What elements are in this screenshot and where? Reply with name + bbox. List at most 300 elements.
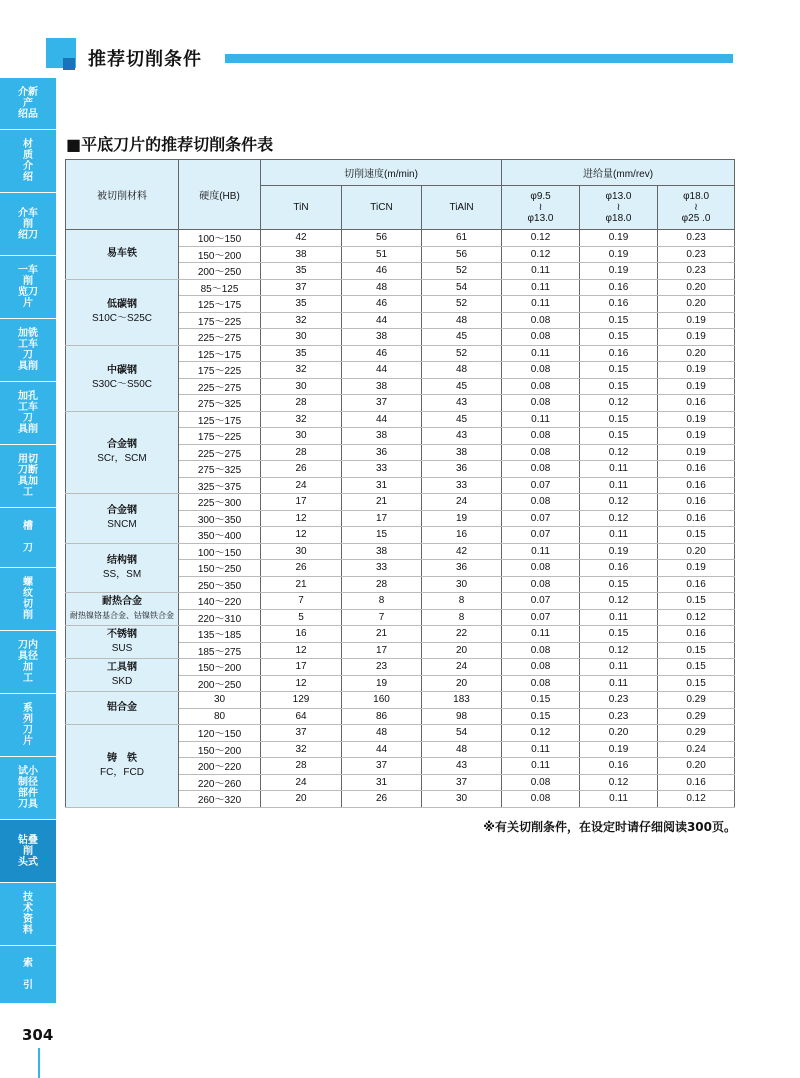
feed-mid-cell: 0.16 — [580, 279, 658, 296]
sidebar-item-label: 试小 制径 部件 刀具 — [18, 766, 38, 810]
speed-tin-cell: 30 — [261, 329, 342, 346]
feed-mid-cell: 0.15 — [580, 428, 658, 445]
speed-tialn-cell: 38 — [422, 444, 502, 461]
feed-mid-cell: 0.16 — [580, 758, 658, 775]
material-name: 铝合金 — [107, 702, 137, 713]
feed-mid-cell: 0.11 — [580, 675, 658, 692]
speed-tialn-cell: 8 — [422, 593, 502, 610]
feed-large-cell: 0.23 — [658, 230, 735, 247]
speed-tialn-cell: 20 — [422, 642, 502, 659]
feed-small-cell: 0.11 — [502, 758, 580, 775]
speed-ticn-cell: 21 — [342, 626, 422, 643]
feed-range-top: φ18.0 — [683, 191, 710, 202]
feed-small-cell: 0.08 — [502, 312, 580, 329]
hardness-cell: 120～150 — [179, 725, 261, 742]
hardness-cell: 150～250 — [179, 560, 261, 577]
feed-mid-cell: 0.12 — [580, 774, 658, 791]
hardness-cell: 150～200 — [179, 741, 261, 758]
speed-tin-cell: 35 — [261, 296, 342, 313]
speed-ticn-cell: 26 — [342, 791, 422, 808]
feed-small-cell: 0.15 — [502, 692, 580, 709]
speed-tialn-cell: 30 — [422, 576, 502, 593]
hardness-cell: 185～275 — [179, 642, 261, 659]
sidebar-item-4[interactable] — [0, 319, 56, 382]
material-name: 铸 铁 — [107, 752, 137, 764]
feed-large-cell: 0.19 — [658, 378, 735, 395]
feed-large-cell: 0.12 — [658, 609, 735, 626]
feed-large-cell: 0.16 — [658, 576, 735, 593]
table-row — [66, 593, 735, 610]
speed-tialn-cell: 54 — [422, 279, 502, 296]
feed-small-cell: 0.08 — [502, 576, 580, 593]
sidebar-item-3[interactable] — [0, 256, 56, 319]
feed-mid-cell: 0.11 — [580, 461, 658, 478]
feed-mid-cell: 0.19 — [580, 741, 658, 758]
speed-tin-cell: 129 — [261, 692, 342, 709]
hardness-cell: 100～150 — [179, 230, 261, 247]
speed-ticn-cell: 51 — [342, 246, 422, 263]
material-grade: FC，FCD — [100, 766, 144, 778]
feed-large-cell: 0.19 — [658, 560, 735, 577]
feed-large-cell: 0.19 — [658, 411, 735, 428]
feed-large-cell: 0.15 — [658, 642, 735, 659]
feed-large-cell: 0.19 — [658, 428, 735, 445]
table-row — [66, 279, 735, 296]
feed-mid-cell: 0.16 — [580, 296, 658, 313]
feed-small-cell: 0.11 — [502, 626, 580, 643]
feed-large-cell: 0.24 — [658, 741, 735, 758]
feed-mid-cell: 0.16 — [580, 560, 658, 577]
sidebar-item-2[interactable] — [0, 193, 56, 256]
feed-mid-cell: 0.16 — [580, 345, 658, 362]
hardness-cell: 150～200 — [179, 246, 261, 263]
feed-mid-cell: 0.15 — [580, 312, 658, 329]
feed-mid-cell: 0.12 — [580, 444, 658, 461]
material-cell — [66, 626, 179, 659]
speed-tin-cell: 5 — [261, 609, 342, 626]
speed-ticn-cell: 33 — [342, 560, 422, 577]
speed-tin-cell: 32 — [261, 741, 342, 758]
speed-ticn-cell: 46 — [342, 345, 422, 362]
material-grade: SNCM — [107, 519, 137, 531]
sidebar-item-5[interactable] — [0, 382, 56, 445]
feed-large-cell: 0.20 — [658, 279, 735, 296]
speed-tialn-cell: 30 — [422, 791, 502, 808]
speed-tialn-cell: 24 — [422, 494, 502, 511]
feed-large-cell: 0.19 — [658, 312, 735, 329]
sidebar-item-label: 介新 产 绍品 — [18, 87, 38, 120]
feed-small-cell: 0.08 — [502, 329, 580, 346]
feed-small-cell: 0.08 — [502, 395, 580, 412]
speed-ticn-cell: 23 — [342, 659, 422, 676]
table-row — [66, 692, 735, 709]
feed-range-bottom: φ13.0 — [527, 213, 554, 224]
feed-mid-cell: 0.20 — [580, 725, 658, 742]
speed-ticn-cell: 31 — [342, 774, 422, 791]
feed-range-bottom: φ25 .0 — [681, 213, 711, 224]
header-square-accent — [63, 58, 75, 70]
feed-small-cell: 0.07 — [502, 593, 580, 610]
feed-small-cell: 0.11 — [502, 296, 580, 313]
feed-large-cell: 0.15 — [658, 675, 735, 692]
feed-large-cell: 0.15 — [658, 593, 735, 610]
material-cell — [66, 279, 179, 345]
feed-mid-cell: 0.15 — [580, 378, 658, 395]
speed-ticn-cell: 17 — [342, 510, 422, 527]
speed-tin-cell: 38 — [261, 246, 342, 263]
hardness-cell: 225～275 — [179, 444, 261, 461]
hardness-cell: 175～225 — [179, 428, 261, 445]
header-material: 被切削材料 — [66, 160, 179, 230]
speed-tin-cell: 7 — [261, 593, 342, 610]
material-name: 不锈钢 — [107, 629, 137, 640]
feed-small-cell: 0.11 — [502, 279, 580, 296]
feed-large-cell: 0.20 — [658, 543, 735, 560]
speed-ticn-cell: 15 — [342, 527, 422, 544]
speed-ticn-cell: 21 — [342, 494, 422, 511]
hardness-cell: 350～400 — [179, 527, 261, 544]
speed-tin-cell: 42 — [261, 230, 342, 247]
speed-tin-cell: 28 — [261, 758, 342, 775]
sidebar-item-label: 螺 纹 切 削 — [23, 577, 33, 621]
speed-ticn-cell: 46 — [342, 296, 422, 313]
sidebar-item-label: 刀内 具径 加 工 — [18, 640, 38, 684]
sidebar-item-label: 材 质 介 绍 — [23, 139, 33, 183]
hardness-cell: 200～220 — [179, 758, 261, 775]
table-row — [66, 494, 735, 511]
table-body — [66, 230, 735, 808]
feed-small-cell: 0.08 — [502, 362, 580, 379]
sidebar-item-0[interactable] — [0, 78, 56, 130]
speed-tin-cell: 32 — [261, 312, 342, 329]
page-title: 推荐切削条件 — [88, 49, 202, 70]
hardness-cell: 225～275 — [179, 329, 261, 346]
feed-small-cell: 0.11 — [502, 345, 580, 362]
feed-large-cell: 0.15 — [658, 659, 735, 676]
speed-tin-cell: 35 — [261, 345, 342, 362]
feed-large-cell: 0.20 — [658, 345, 735, 362]
speed-tin-cell: 32 — [261, 411, 342, 428]
table-row — [66, 725, 735, 742]
speed-tialn-cell: 33 — [422, 477, 502, 494]
speed-tin-cell: 16 — [261, 626, 342, 643]
speed-tialn-cell: 52 — [422, 296, 502, 313]
sidebar-item-12[interactable] — [0, 820, 56, 883]
feed-large-cell: 0.23 — [658, 246, 735, 263]
table-row — [66, 543, 735, 560]
feed-mid-cell: 0.23 — [580, 692, 658, 709]
material-cell — [66, 659, 179, 692]
material-cell — [66, 543, 179, 593]
sidebar-item-label: 一车 削 览刀 片 — [18, 265, 38, 309]
material-name: 合金钢 — [107, 439, 137, 451]
hardness-cell: 250～350 — [179, 576, 261, 593]
speed-ticn-cell: 46 — [342, 263, 422, 280]
hardness-cell: 200～250 — [179, 675, 261, 692]
speed-ticn-cell: 7 — [342, 609, 422, 626]
material-name: 工具钢 — [107, 662, 137, 673]
material-cell — [66, 411, 179, 494]
speed-tialn-cell: 22 — [422, 626, 502, 643]
header-feed-range-2 — [580, 186, 658, 230]
feed-range-top: φ9.5 — [530, 191, 551, 202]
material-cell — [66, 494, 179, 544]
material-name: 低碳钢 — [107, 299, 137, 310]
feed-range-top: φ13.0 — [605, 191, 632, 202]
hardness-cell: 200～250 — [179, 263, 261, 280]
sidebar-nav — [0, 78, 56, 1004]
speed-ticn-cell: 44 — [342, 741, 422, 758]
material-grade: S10C～S25C — [91, 313, 153, 324]
feed-mid-cell: 0.11 — [580, 659, 658, 676]
feed-large-cell: 0.16 — [658, 461, 735, 478]
feed-small-cell: 0.15 — [502, 708, 580, 725]
feed-small-cell: 0.11 — [502, 741, 580, 758]
speed-tin-cell: 17 — [261, 659, 342, 676]
header-hardness: 硬度(HB) — [179, 160, 261, 230]
speed-ticn-cell: 86 — [342, 708, 422, 725]
speed-ticn-cell: 160 — [342, 692, 422, 709]
feed-mid-cell: 0.12 — [580, 593, 658, 610]
feed-range-sep: ≀ — [616, 202, 621, 213]
material-name: 中碳钢 — [107, 365, 137, 376]
feed-mid-cell: 0.12 — [580, 642, 658, 659]
header-tin: TiN — [261, 186, 342, 230]
feed-small-cell: 0.12 — [502, 230, 580, 247]
speed-tialn-cell: 54 — [422, 725, 502, 742]
feed-mid-cell: 0.12 — [580, 395, 658, 412]
speed-ticn-cell: 8 — [342, 593, 422, 610]
feed-large-cell: 0.16 — [658, 510, 735, 527]
material-name: 合金钢 — [107, 505, 137, 517]
header-ticn: TiCN — [342, 186, 422, 230]
speed-tialn-cell: 8 — [422, 609, 502, 626]
material-grade: SKD — [111, 676, 133, 687]
sidebar-item-label: 加铣 工车 刀 具削 — [18, 328, 38, 372]
feed-small-cell: 0.07 — [502, 609, 580, 626]
feed-mid-cell: 0.19 — [580, 230, 658, 247]
speed-tialn-cell: 48 — [422, 741, 502, 758]
material-cell — [66, 725, 179, 808]
material-name: 易车铁 — [107, 248, 137, 260]
speed-tin-cell: 32 — [261, 362, 342, 379]
sidebar-item-8[interactable] — [0, 568, 56, 631]
speed-tialn-cell: 36 — [422, 461, 502, 478]
speed-tin-cell: 12 — [261, 527, 342, 544]
speed-tin-cell: 64 — [261, 708, 342, 725]
page-number-line — [38, 1048, 40, 1078]
feed-small-cell: 0.08 — [502, 494, 580, 511]
sidebar-item-11[interactable] — [0, 757, 56, 820]
speed-tin-cell: 12 — [261, 510, 342, 527]
feed-small-cell: 0.08 — [502, 675, 580, 692]
feed-large-cell: 0.16 — [658, 626, 735, 643]
speed-tin-cell: 26 — [261, 461, 342, 478]
feed-small-cell: 0.11 — [502, 263, 580, 280]
feed-mid-cell: 0.11 — [580, 791, 658, 808]
feed-mid-cell: 0.12 — [580, 494, 658, 511]
feed-small-cell: 0.11 — [502, 543, 580, 560]
speed-tialn-cell: 43 — [422, 395, 502, 412]
hardness-cell: 80 — [179, 708, 261, 725]
hardness-cell: 100～150 — [179, 543, 261, 560]
material-grade: S30C～S50C — [91, 379, 153, 390]
speed-tialn-cell: 52 — [422, 345, 502, 362]
speed-ticn-cell: 44 — [342, 411, 422, 428]
header-bar — [225, 54, 733, 63]
feed-large-cell: 0.16 — [658, 395, 735, 412]
sidebar-item-7[interactable] — [0, 508, 56, 568]
sidebar-item-1[interactable] — [0, 130, 56, 193]
speed-tialn-cell: 61 — [422, 230, 502, 247]
feed-small-cell: 0.08 — [502, 642, 580, 659]
hardness-cell: 225～300 — [179, 494, 261, 511]
hardness-cell: 260～320 — [179, 791, 261, 808]
speed-tialn-cell: 45 — [422, 329, 502, 346]
feed-mid-cell: 0.15 — [580, 626, 658, 643]
feed-range-bottom: φ18.0 — [605, 213, 632, 224]
speed-ticn-cell: 48 — [342, 279, 422, 296]
speed-tin-cell: 28 — [261, 444, 342, 461]
page-number: 304 — [22, 1026, 54, 1044]
feed-large-cell: 0.20 — [658, 296, 735, 313]
feed-large-cell: 0.19 — [658, 329, 735, 346]
header-tialn: TiAlN — [422, 186, 502, 230]
feed-large-cell: 0.19 — [658, 362, 735, 379]
sidebar-item-10[interactable] — [0, 694, 56, 757]
speed-ticn-cell: 31 — [342, 477, 422, 494]
hardness-cell: 225～275 — [179, 378, 261, 395]
speed-tin-cell: 26 — [261, 560, 342, 577]
sidebar-item-label: 索 引 — [23, 958, 33, 991]
speed-tin-cell: 17 — [261, 494, 342, 511]
header-feed-rate: 进给量(mm/rev) — [502, 160, 735, 186]
feed-large-cell: 0.29 — [658, 692, 735, 709]
hardness-cell: 135～185 — [179, 626, 261, 643]
sidebar-item-13[interactable] — [0, 883, 56, 946]
speed-ticn-cell: 37 — [342, 395, 422, 412]
header-cutting-speed: 切削速度(m/min) — [261, 160, 502, 186]
table-row — [66, 659, 735, 676]
speed-tialn-cell: 48 — [422, 362, 502, 379]
feed-large-cell: 0.16 — [658, 477, 735, 494]
feed-large-cell: 0.16 — [658, 774, 735, 791]
speed-tin-cell: 30 — [261, 543, 342, 560]
feed-mid-cell: 0.15 — [580, 576, 658, 593]
hardness-cell: 175～225 — [179, 362, 261, 379]
speed-tin-cell: 30 — [261, 428, 342, 445]
sidebar-item-9[interactable] — [0, 631, 56, 694]
feed-large-cell: 0.23 — [658, 263, 735, 280]
speed-tialn-cell: 45 — [422, 378, 502, 395]
speed-tialn-cell: 37 — [422, 774, 502, 791]
feed-small-cell: 0.08 — [502, 428, 580, 445]
speed-tialn-cell: 52 — [422, 263, 502, 280]
feed-small-cell: 0.08 — [502, 444, 580, 461]
hardness-cell: 300～350 — [179, 510, 261, 527]
hardness-cell: 275～325 — [179, 395, 261, 412]
hardness-cell: 125～175 — [179, 345, 261, 362]
feed-large-cell: 0.19 — [658, 444, 735, 461]
feed-large-cell: 0.20 — [658, 758, 735, 775]
feed-small-cell: 0.08 — [502, 560, 580, 577]
material-grade: 耐热镍铬基合金、钴镍铁合金 — [70, 611, 174, 620]
sidebar-item-label: 介车 削 绍刀 — [18, 207, 38, 241]
feed-small-cell: 0.07 — [502, 477, 580, 494]
feed-small-cell: 0.08 — [502, 461, 580, 478]
speed-ticn-cell: 44 — [342, 362, 422, 379]
hardness-cell: 125～175 — [179, 296, 261, 313]
section-title: ■平底刀片的推荐切削条件表 — [66, 135, 274, 154]
sidebar-item-label: 用切 刀断 具加 工 — [18, 454, 38, 498]
speed-tialn-cell: 48 — [422, 312, 502, 329]
speed-tin-cell: 37 — [261, 279, 342, 296]
feed-mid-cell: 0.19 — [580, 246, 658, 263]
sidebar-item-14[interactable] — [0, 946, 56, 1004]
hardness-cell: 325～375 — [179, 477, 261, 494]
feed-mid-cell: 0.11 — [580, 477, 658, 494]
speed-tin-cell: 12 — [261, 642, 342, 659]
sidebar-item-label: 系 列 刀 片 — [23, 703, 33, 747]
feed-large-cell: 0.12 — [658, 791, 735, 808]
feed-large-cell: 0.15 — [658, 527, 735, 544]
speed-tin-cell: 28 — [261, 395, 342, 412]
feed-small-cell: 0.12 — [502, 246, 580, 263]
sidebar-item-label: 技 术 资 料 — [23, 892, 33, 936]
feed-large-cell: 0.29 — [658, 725, 735, 742]
material-grade: SS，SM — [102, 568, 142, 580]
speed-ticn-cell: 38 — [342, 543, 422, 560]
speed-ticn-cell: 38 — [342, 378, 422, 395]
speed-ticn-cell: 17 — [342, 642, 422, 659]
speed-tialn-cell: 42 — [422, 543, 502, 560]
feed-range-sep: ≀ — [694, 202, 698, 213]
table-row — [66, 230, 735, 247]
material-cell — [66, 230, 179, 280]
footnote: ※有关切削条件，在设定时请仔细阅读300页。 — [483, 820, 736, 834]
feed-mid-cell: 0.15 — [580, 362, 658, 379]
speed-ticn-cell: 56 — [342, 230, 422, 247]
table-row — [66, 345, 735, 362]
speed-tialn-cell: 45 — [422, 411, 502, 428]
speed-ticn-cell: 36 — [342, 444, 422, 461]
feed-small-cell: 0.08 — [502, 659, 580, 676]
speed-tialn-cell: 183 — [422, 692, 502, 709]
sidebar-item-6[interactable] — [0, 445, 56, 508]
material-name: 结构钢 — [107, 554, 137, 566]
feed-small-cell: 0.08 — [502, 791, 580, 808]
feed-mid-cell: 0.15 — [580, 411, 658, 428]
hardness-cell: 220～310 — [179, 609, 261, 626]
feed-small-cell: 0.11 — [502, 411, 580, 428]
speed-tialn-cell: 56 — [422, 246, 502, 263]
hardness-cell: 30 — [179, 692, 261, 709]
sidebar-item-label: 槽 刀 — [23, 521, 33, 554]
speed-tialn-cell: 24 — [422, 659, 502, 676]
feed-mid-cell: 0.11 — [580, 609, 658, 626]
material-cell — [66, 692, 179, 725]
speed-tin-cell: 37 — [261, 725, 342, 742]
speed-ticn-cell: 19 — [342, 675, 422, 692]
speed-tin-cell: 30 — [261, 378, 342, 395]
speed-ticn-cell: 28 — [342, 576, 422, 593]
speed-ticn-cell: 37 — [342, 758, 422, 775]
hardness-cell: 85～125 — [179, 279, 261, 296]
hardness-cell: 275～325 — [179, 461, 261, 478]
speed-ticn-cell: 48 — [342, 725, 422, 742]
speed-tialn-cell: 16 — [422, 527, 502, 544]
hardness-cell: 140～220 — [179, 593, 261, 610]
